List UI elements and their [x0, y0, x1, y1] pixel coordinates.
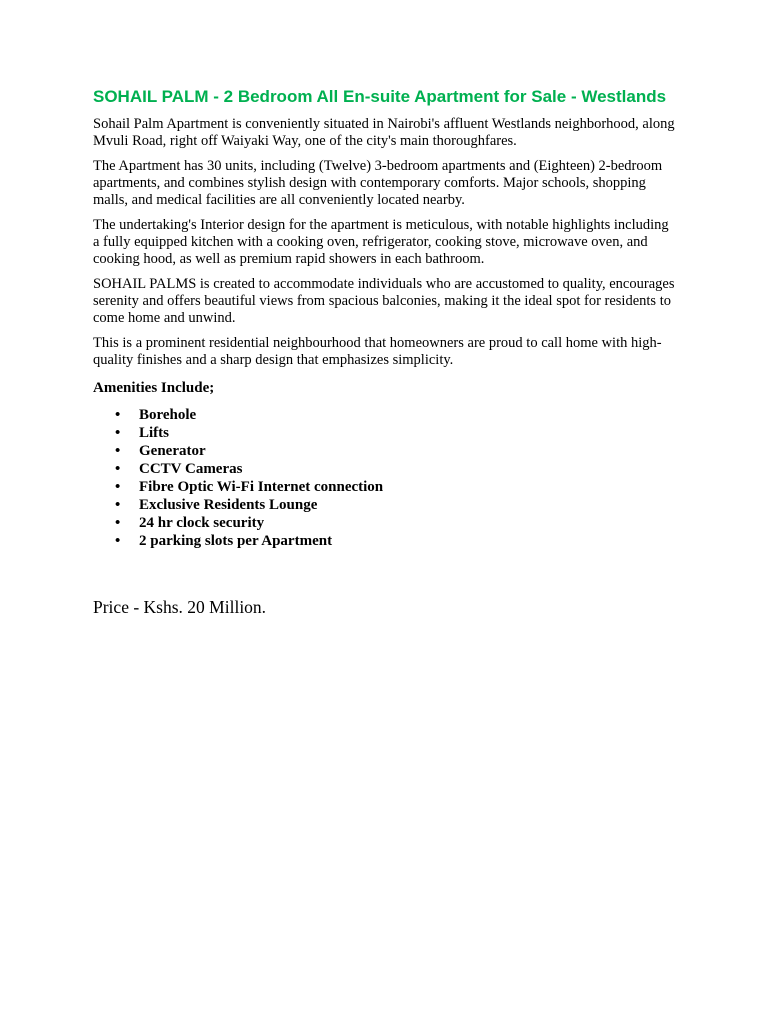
list-item: [93, 406, 678, 424]
amenity-label: Lifts: [139, 425, 169, 441]
amenity-label: CCTV Cameras: [139, 461, 243, 477]
paragraph-interior: The undertaking's Interior design for the apartment is meticulous, with notable highlights including a fully equipped kitchen with a cooking oven, refrigerator, cooking stove, microwave oven, and cooking hood, as well as premium rapid showers in each bathroom.: [93, 217, 669, 267]
amenity-label: Exclusive Residents Lounge: [139, 497, 318, 513]
bullet-icon: •: [115, 461, 121, 477]
bullet-icon: •: [115, 515, 121, 531]
paragraph-units: The Apartment has 30 units, including (Twelve) 3-bedroom apartments and (Eighteen) 2-bedroom apartments, and combines stylish design with contemporary comforts. Major schools, shopping malls, and medical facilities are all conveniently located nearby.: [93, 158, 663, 208]
amenity-label: Borehole: [139, 407, 197, 423]
list-item: [93, 424, 678, 442]
amenities-heading: Amenities Include;: [93, 380, 215, 396]
bullet-icon: •: [115, 479, 121, 495]
paragraph-location: Sohail Palm Apartment is conveniently situated in Nairobi's affluent Westlands neighborhood, along Mvuli Road, right off Waiyaki Way, one of the city's main thoroughfares.: [93, 116, 675, 149]
document-title: SOHAIL PALM - 2 Bedroom All En-suite Apartment for Sale - Westlands: [93, 87, 667, 106]
bullet-icon: •: [115, 425, 121, 441]
paragraph-neighbourhood: This is a prominent residential neighbourhood that homeowners are proud to call home with high-quality finishes and a sharp design that emphasizes simplicity.: [93, 335, 662, 368]
paragraph-quality: SOHAIL PALMS is created to accommodate individuals who are accustomed to quality, encourages serenity and offers beautiful views from spacious balconies, making it the ideal spot for residents to come home and unwind.: [93, 276, 675, 326]
list-item: [93, 532, 678, 550]
bullet-icon: •: [115, 443, 121, 459]
bullet-icon: •: [115, 407, 121, 423]
list-item: [93, 442, 678, 460]
amenity-label: Fibre Optic Wi-Fi Internet connection: [139, 479, 384, 495]
document-body: [93, 86, 678, 618]
bullet-icon: •: [115, 497, 121, 513]
amenity-label: 2 parking slots per Apartment: [139, 533, 333, 549]
bullet-icon: •: [115, 533, 121, 549]
amenity-label: Generator: [139, 443, 206, 459]
amenity-label: 24 hr clock security: [139, 515, 265, 531]
list-item: [93, 478, 678, 496]
amenities-list: [93, 406, 678, 550]
list-item: [93, 496, 678, 514]
price-text: Price - Kshs. 20 Million.: [93, 597, 267, 617]
list-item: [93, 460, 678, 478]
list-item: [93, 514, 678, 532]
